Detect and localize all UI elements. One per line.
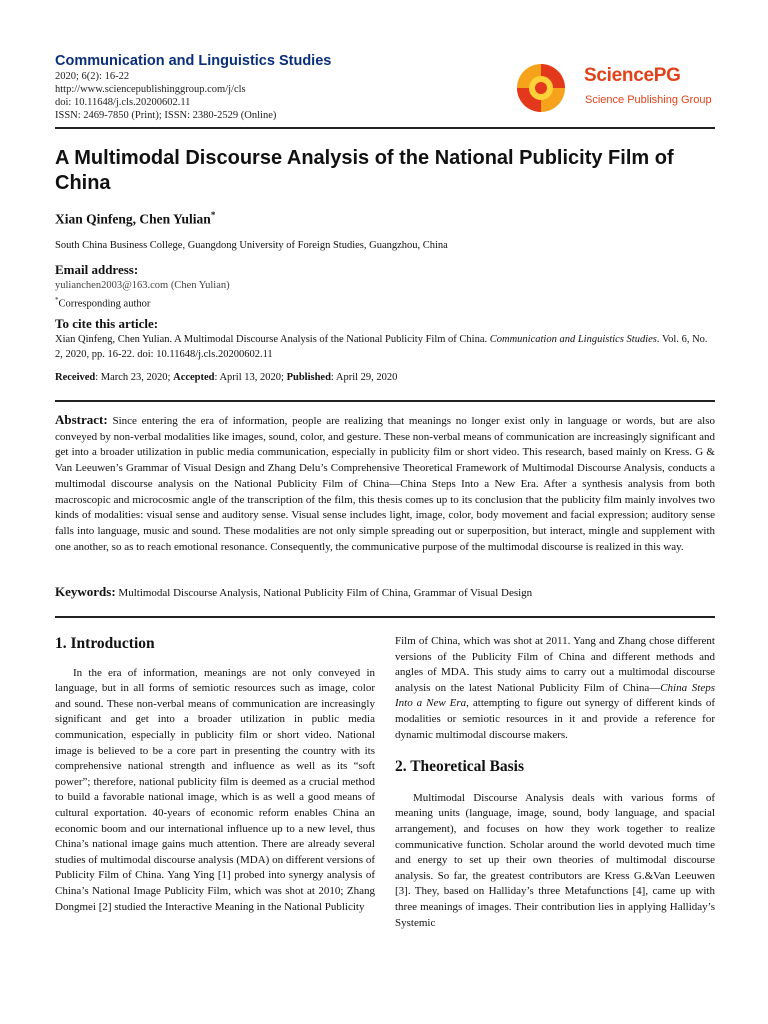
citation-part-2: . Vol. 6, No. 2, 2020, pp. 16-22. doi: 10.11648/j.cls.20200602.11 xyxy=(55,334,708,360)
author-names: Xian Qinfeng, Chen Yulian xyxy=(55,211,211,227)
citation-journal: Communication and Linguistics Studies xyxy=(489,334,657,345)
abstract xyxy=(55,412,715,555)
logo-subtitle: Science Publishing Group xyxy=(585,94,712,106)
journal-name: Communication and Linguistics Studies xyxy=(55,53,332,69)
section-heading-introduction: 1. Introduction xyxy=(55,635,155,652)
published-label: Published xyxy=(286,372,331,383)
intro-cont-film-title: China Steps Into a New Era xyxy=(395,681,715,710)
introduction-paragraph: In the era of information, meanings are not only conveyed in language, but in all forms of semiotic resources such as image, color and sound. These non-verbal means of communication are increasingly significant and get into a broader utilization in public media communication, especially in publicity film or short video. National image is believed to be a core part in presenting the country with its comprehensive national strength and influence as well as its “soft power”; therefore, national publicity film is deemed as a crucial method to build a favorable national image, which is as well a good means of cultural exportation. 40-years of economic reform enables China an economic boom and our international influence up to a new level, thus China’s national image gains much attention. There are already several studies of multimodal discourse analysis (MDA) on different versions of Publicity Film of China. Yang Ying [1] probed into synergy analysis of China’s National Image Publicity Film, which was shot at 2010; Zhang Dongmei [2] studied the Interactive Meaning in the National Publicity xyxy=(55,666,375,913)
accepted-label: Accepted xyxy=(173,372,215,383)
journal-issn: ISSN: 2469-7850 (Print); ISSN: 2380-2529 (Online) xyxy=(55,110,277,121)
abstract-label: Abstract: xyxy=(55,412,108,427)
accepted-date: : April 13, 2020; xyxy=(214,372,287,383)
corr-text: Corresponding author xyxy=(58,298,151,310)
right-column xyxy=(395,634,715,931)
affiliation: South China Business College, Guangdong University of Foreign Studies, Guangzhou, China xyxy=(55,240,448,251)
corr-mark: * xyxy=(55,296,59,304)
left-column xyxy=(55,636,375,915)
authors xyxy=(55,210,215,228)
intro-cont-part-2: , attempting to figure out synergy of different kinds of modalities or semiotic resources in it and provide a reference for dynamic multimodal discourse makers. xyxy=(395,697,715,741)
body-top-divider xyxy=(55,616,715,618)
keywords xyxy=(55,584,715,600)
journal-url[interactable]: http://www.sciencepublishinggroup.com/j/cls xyxy=(55,84,246,95)
citation-text xyxy=(55,332,715,362)
theoretical-basis-paragraph: Multimodal Discourse Analysis deals with various forms of meaning units (language, image, sound, body language, and spacial arrangement), and focuses on how they work together to realize communicative function. Scholar around the world devoted much time and energy to set up their own theories of multimodal discourse analysis. So far, the greatest contributors are Kress G.&Van Leeuwen [3]. They, based on Halliday’s three Metafunctions [4], came up with three meanings of images. Their contribution lies in applying Halliday’s Systemic xyxy=(395,791,715,929)
article-title: A Multimodal Discourse Analysis of the National Publicity Film of China xyxy=(55,147,674,194)
introduction-continued xyxy=(395,634,715,743)
abstract-text: Since entering the era of information, people are realizing that meanings no longer exist only in language or words, but are also conveyed by non-verbal modalities like images, sound, color, and gesture. These non-verbal means of communication are increasingly significant and get into a broader utilization in public media communication, especially in publicity film or short video. This research, based mainly on Kress. G & Van Leeuwen’s Grammar of Visual Design and Zhang Delu’s Comprehensive Theoretical Framework of Multimodal Discourse Analysis, conducts a multimodal discourse analysis on the National Publicity Film of China—China Steps Into a New Era. After a synthesis analysis from both macroscopic and microcosmic angle of the transcription of the film, this thesis comes up to its conclusion that the publicity film mainly involves two kinds of modalities: visual sense and auditory sense. Visual sense includes light, image, color, body movement and facial expression; auditory sense falls into language, music and sound. These modalities are not only simple spreading out or superposition, but interact, mingle and supplement with one another, so as to reach emotional resonance. Consequently, the communicative purpose of the multimodal discourse is realized in this way. xyxy=(55,415,715,553)
journal-issue: 2020; 6(2): 16-22 xyxy=(55,71,130,82)
header-divider xyxy=(55,127,715,129)
sciencepg-logo xyxy=(515,62,715,114)
abstract-top-divider xyxy=(55,400,715,402)
citation-part-1: Xian Qinfeng, Chen Yulian. A Multimodal Discourse Analysis of the National Publicity Film of China. xyxy=(55,334,490,345)
citation-label: To cite this article: xyxy=(55,316,159,331)
logo-name: SciencePG xyxy=(584,65,681,86)
keywords-label: Keywords: xyxy=(55,584,116,599)
corresponding-mark: * xyxy=(210,210,216,220)
published-date: : April 29, 2020 xyxy=(330,372,398,383)
publication-dates xyxy=(55,372,397,383)
section-heading-theoretical-basis: 2. Theoretical Basis xyxy=(395,758,525,776)
citation-section xyxy=(55,316,715,362)
keywords-text: Multimodal Discourse Analysis, National Publicity Film of China, Grammar of Visual Design xyxy=(115,587,533,599)
journal-doi: doi: 10.11648/j.cls.20200602.11 xyxy=(55,97,191,108)
corresponding-author-note xyxy=(55,293,715,312)
email-address[interactable]: yulianchen2003@163.com (Chen Yulian) xyxy=(55,280,230,291)
email-section xyxy=(55,262,715,312)
sciencepg-logo-icon xyxy=(515,62,567,114)
received-label: Received xyxy=(55,372,96,383)
email-label: Email address: xyxy=(55,262,139,277)
intro-cont-part-1: Film of China, which was shot at 2011. Yang and Zhang chose different versions of the Publicity Film of China and different methods and angles of MDA. This study aims to carry out a multimodal discourse analysis on the latest National Publicity Film of China— xyxy=(395,635,715,694)
received-date: : March 23, 2020; xyxy=(95,372,174,383)
